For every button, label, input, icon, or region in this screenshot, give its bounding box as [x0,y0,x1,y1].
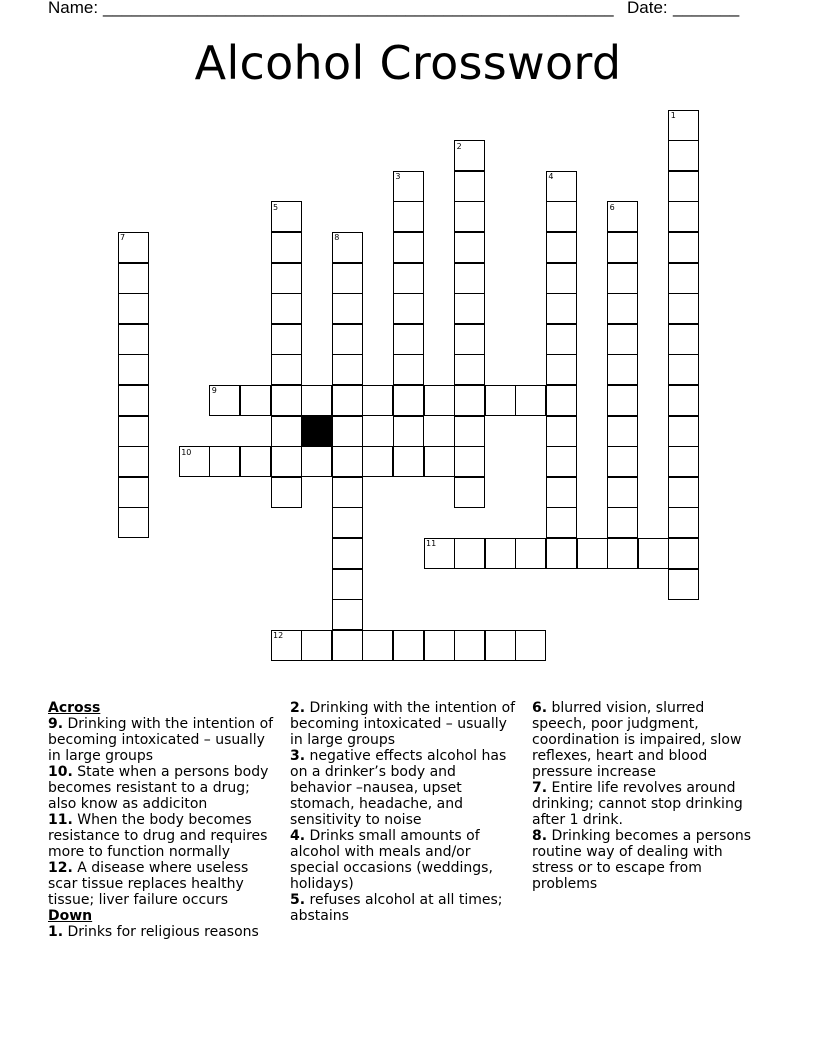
name-field[interactable]: ______________________________________________________ [103,0,614,17]
grid-cell[interactable] [332,416,363,447]
grid-cell[interactable] [454,538,485,569]
grid-cell[interactable] [240,385,271,416]
grid-cell[interactable] [271,446,302,477]
grid-cell[interactable] [546,293,577,324]
grid-cell[interactable] [240,446,271,477]
grid-cell[interactable] [332,354,363,385]
grid-cell[interactable] [393,446,424,477]
grid-cell[interactable] [332,385,363,416]
grid-cell[interactable] [668,354,699,385]
grid-cell[interactable] [393,324,424,355]
grid-cell[interactable] [607,385,638,416]
grid-cell[interactable] [271,477,302,508]
grid-cell[interactable] [607,538,638,569]
grid-cell[interactable] [209,446,240,477]
clue-down-2: 2. Drinking with the intention of becoming intoxicated – usually in large groups [290,700,516,748]
grid-cell[interactable] [577,538,608,569]
grid-cell[interactable] [393,385,424,416]
grid-cell[interactable] [668,385,699,416]
grid-cell[interactable] [301,446,332,477]
grid-cell[interactable] [118,507,149,538]
grid-cell[interactable] [118,477,149,508]
grid-cell[interactable] [546,232,577,263]
grid-cell[interactable] [546,507,577,538]
grid-cell[interactable] [393,416,424,447]
grid-cell[interactable] [454,232,485,263]
grid-cell[interactable] [485,538,516,569]
grid-cell[interactable] [546,477,577,508]
grid-cell[interactable] [668,263,699,294]
grid-cell[interactable] [454,354,485,385]
grid-cell[interactable] [546,416,577,447]
clue-down-7: 7. Entire life revolves around drinking; cannot stop drinking after 1 drink. [532,780,743,828]
clues-column-2 [290,700,516,924]
grid-cell[interactable] [485,630,516,661]
grid-cell[interactable] [454,263,485,294]
grid-cell[interactable] [454,385,485,416]
grid-cell[interactable] [607,293,638,324]
grid-cell[interactable] [118,416,149,447]
grid-cell[interactable] [607,324,638,355]
grid-cell[interactable] [668,140,699,171]
grid-cell[interactable] [668,477,699,508]
grid-cell[interactable] [332,630,363,661]
grid-cell[interactable] [454,201,485,232]
grid-cell[interactable] [393,263,424,294]
grid-cell[interactable] [332,263,363,294]
grid-cell[interactable] [393,232,424,263]
clue-across-9: 9. Drinking with the intention of becoming intoxicated – usually in large groups [48,716,274,764]
grid-cell[interactable] [393,354,424,385]
grid-cell[interactable] [362,385,393,416]
grid-cell[interactable] [393,201,424,232]
grid-cell[interactable] [668,324,699,355]
grid-cell[interactable] [546,324,577,355]
clue-number-2: 2 [456,141,462,151]
grid-cell[interactable] [454,477,485,508]
grid-cell[interactable] [332,324,363,355]
grid-cell[interactable] [454,630,485,661]
grid-cell[interactable] [332,538,363,569]
date-label: Date: [627,0,668,17]
grid-cell[interactable] [668,538,699,569]
grid-cell[interactable] [607,416,638,447]
grid-cell[interactable] [607,232,638,263]
grid-cell[interactable] [424,630,455,661]
grid-cell[interactable] [332,507,363,538]
grid-cell[interactable] [515,630,546,661]
grid-cell[interactable] [271,385,302,416]
down-heading: Down [48,908,93,924]
grid-cell[interactable] [454,324,485,355]
clue-number-10: 10 [181,447,192,457]
grid-cell[interactable] [393,293,424,324]
grid-cell[interactable] [546,446,577,477]
clue-down-5: 5. refuses alcohol at all times; abstains [290,892,503,924]
grid-cell[interactable] [118,446,149,477]
grid-cell[interactable] [454,446,485,477]
grid-cell[interactable] [332,293,363,324]
grid-cell[interactable] [271,263,302,294]
grid-cell[interactable] [668,232,699,263]
grid-cell[interactable] [424,446,455,477]
name-label: Name: [48,0,99,17]
grid-cell[interactable] [668,507,699,538]
grid-cell[interactable] [118,385,149,416]
grid-cell[interactable] [668,416,699,447]
clue-number-6: 6 [609,202,615,212]
grid-cell[interactable] [607,354,638,385]
grid-cell[interactable] [118,354,149,385]
grid-cell[interactable] [515,385,546,416]
page-title: Alcohol Crossword [194,36,622,90]
grid-cell[interactable] [301,630,332,661]
grid-cell[interactable] [332,569,363,600]
grid-cell[interactable] [301,385,332,416]
grid-cell[interactable] [485,385,516,416]
grid-cell[interactable] [607,263,638,294]
grid-cell[interactable] [668,171,699,202]
clue-number-9: 9 [211,386,217,396]
grid-cell[interactable] [271,416,302,447]
clue-number-7: 7 [120,233,126,243]
grid-cell[interactable] [362,446,393,477]
grid-cell[interactable] [607,446,638,477]
clue-number-3: 3 [395,172,401,182]
grid-cell[interactable] [546,385,577,416]
grid-cell[interactable] [271,324,302,355]
grid-cell[interactable] [332,477,363,508]
grid-cell[interactable] [515,538,546,569]
clue-number-4: 4 [548,172,554,182]
grid-cell[interactable] [668,446,699,477]
clue-down-3: 3. negative effects alcohol has on a drinker’s body and behavior –nausea, upset stomach, headache, and sensitivity to noise [290,748,507,828]
grid-cell[interactable] [668,201,699,232]
grid-cell[interactable] [424,385,455,416]
across-heading: Across [48,700,101,716]
black-square [301,416,332,447]
grid-cell[interactable] [271,354,302,385]
date-field[interactable]: _______ [673,0,740,17]
grid-cell[interactable] [454,171,485,202]
clue-number-11: 11 [426,539,437,549]
clue-number-5: 5 [273,202,279,212]
grid-cell[interactable] [454,293,485,324]
grid-cell[interactable] [362,630,393,661]
clues-column-3 [532,700,758,892]
clue-number-12: 12 [273,631,284,641]
grid-cell[interactable] [546,538,577,569]
grid-cell[interactable] [393,630,424,661]
grid-cell[interactable] [546,263,577,294]
clue-down-8: 8. Drinking becomes a persons routine way of dealing with stress or to escape from problems [532,828,752,892]
grid-cell[interactable] [332,599,363,630]
grid-cell[interactable] [668,293,699,324]
grid-cell[interactable] [332,446,363,477]
grid-cell[interactable] [607,507,638,538]
grid-cell[interactable] [118,263,149,294]
grid-cell[interactable] [668,569,699,600]
grid-cell[interactable] [607,477,638,508]
clue-number-1: 1 [670,111,676,120]
grid-cell[interactable] [118,324,149,355]
grid-cell[interactable] [271,232,302,263]
clue-across-12: 12. A disease where useless scar tissue replaces healthy tissue; liver failure occurs [48,860,249,908]
clue-across-11: 11. When the body becomes resistance to drug and requires more to function normally [48,812,268,860]
grid-cell[interactable] [271,293,302,324]
grid-cell[interactable] [118,293,149,324]
grid-cell[interactable] [546,354,577,385]
clue-down-4: 4. Drinks small amounts of alcohol with meals and/or special occasions (weddings, holidays) [290,828,493,892]
grid-cell[interactable] [638,538,669,569]
clue-number-8: 8 [334,233,340,243]
clue-down-6: 6. blurred vision, slurred speech, poor judgment, coordination is impaired, slow reflexes, heart and blood pressure increase [532,700,742,780]
clues-column-1 [48,700,274,940]
clue-down-1: 1. Drinks for religious reasons [48,924,259,940]
grid-cell[interactable] [546,201,577,232]
grid-cell[interactable] [454,416,485,447]
clue-across-10: 10. State when a persons body becomes resistant to a drug; also know as addiciton [48,764,269,812]
